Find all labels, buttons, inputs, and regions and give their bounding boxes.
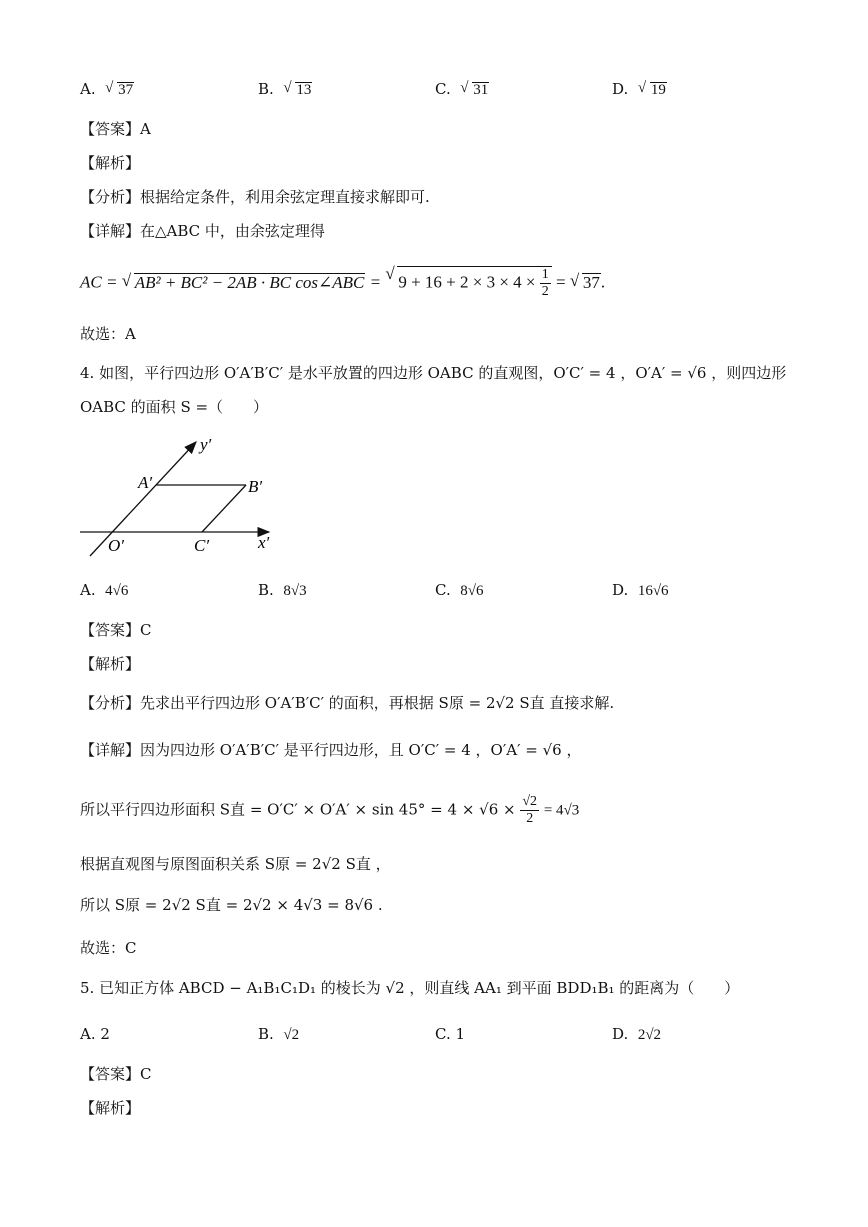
q4-jiexi: 【解析】 [80, 655, 141, 673]
q5-option-b: B. √2 [258, 1025, 300, 1043]
q3-option-d: D. √ 19 [612, 82, 667, 98]
q5-option-a: A. 2 [80, 1025, 110, 1043]
q4-xiangjie: 【详解】因为四边形 O′A′B′C′ 是平行四边形，且 O′C′ = 4 ，O′A′ = √6 ， [80, 741, 582, 759]
q3-jiexi: 【解析】 [80, 154, 141, 172]
label-c: C′ [194, 536, 210, 555]
q3-option-b: B. √ 13 [258, 82, 312, 98]
q4-option-b: B. 8√3 [258, 581, 307, 599]
q3-guxuan: 故选：A [80, 325, 136, 343]
q4-relation: 根据直观图与原图面积关系 S原 = 2√2 S直 ， [80, 855, 391, 873]
q3-xiangjie: 【详解】在△ABC 中，由余弦定理得 [80, 222, 325, 240]
q3-option-a-value: 37 [118, 82, 134, 98]
q3-option-b-value: 13 [296, 82, 312, 98]
q3-fenxi: 【分析】根据给定条件，利用余弦定理直接求解即可. [80, 188, 430, 206]
q4-option-a: A. 4√6 [80, 581, 129, 599]
q3-option-d-value: 19 [650, 82, 666, 98]
q3-formula: AC = √ AB² + BC² − 2AB · BC cos∠ABC = √ 9 + 16 + 2 × 3 × 4 × $\frac{1}{2}$ = √ 37. [80, 266, 605, 300]
q4-result: 所以 S原 = 2√2 S直 = 2√2 × 4√3 = 8√6 . [80, 896, 383, 914]
q3-option-c-value: 31 [473, 82, 489, 98]
q5-option-c: C. 1 [435, 1025, 466, 1043]
y-axis-line [90, 442, 196, 556]
q3-option-a: A. √ 37 [80, 82, 134, 98]
q3-answer: 【答案】A [80, 120, 151, 138]
q4-stem-line2: OABC 的面积 S =（ ） [80, 398, 269, 416]
q5-option-d: D. 2√2 [612, 1025, 662, 1043]
q4-guxuan: 故选：C [80, 939, 137, 957]
label-y: y′ [200, 435, 212, 454]
q4-area-line: 所以平行四边形面积 S直 = O′C′ × O′A′ × sin 45° = 4 × √6 × $\frac{√2}{2}$ = 4√3 [80, 794, 580, 827]
q5-answer: 【答案】C [80, 1065, 152, 1083]
label-o: O′ [108, 536, 124, 555]
q3-option-c: C. √ 31 [435, 82, 489, 98]
label-x: x′ [258, 533, 270, 552]
edge-b-c [202, 485, 246, 532]
q4-option-d: D. 16√6 [612, 581, 669, 599]
q4-answer: 【答案】C [80, 621, 152, 639]
label-b: B′ [248, 477, 263, 496]
q4-stem-line1: 4. 如图，平行四边形 O′A′B′C′ 是水平放置的四边形 OABC 的直观图，O′C′ = 4 ，O′A′ = √6 ，则四边形 [80, 364, 787, 382]
q4-figure [76, 430, 286, 562]
q5-jiexi: 【解析】 [80, 1099, 141, 1117]
q5-stem: 5. 已知正方体 ABCD − A₁B₁C₁D₁ 的棱长为 √2 ，则直线 AA₁ 到平面 BDD₁B₁ 的距离为（ ） [80, 979, 740, 997]
q4-option-c: C. 8√6 [435, 581, 484, 599]
q4-fenxi: 【分析】先求出平行四边形 O′A′B′C′ 的面积，再根据 S原 = 2√2 S直 直接求解. [80, 694, 615, 712]
label-a: A′ [138, 473, 153, 492]
